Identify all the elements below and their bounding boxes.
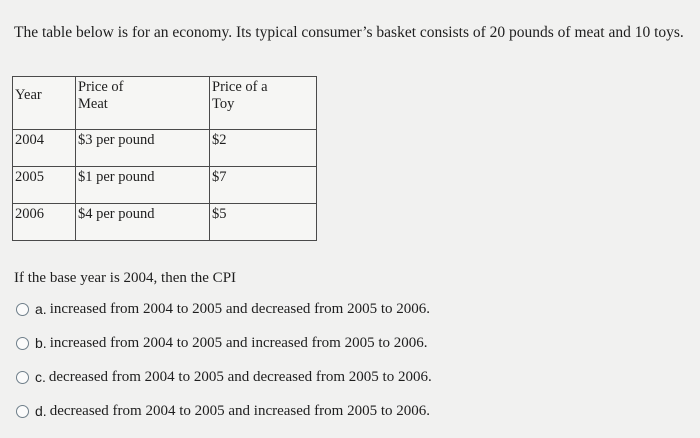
option-letter: b.	[35, 335, 47, 351]
price-table	[12, 76, 317, 241]
option-text: increased from 2004 to 2005 and decreased from 2005 to 2006.	[49, 300, 430, 317]
cell-toy-price: $7	[210, 167, 317, 204]
cell-meat-price: $1 per pound	[76, 167, 210, 204]
option-letter: d.	[35, 403, 47, 419]
header-price-meat: Price of Meat	[76, 77, 210, 130]
question-prompt: If the base year is 2004, then the CPI	[14, 270, 237, 286]
table-row	[13, 130, 317, 167]
option-b[interactable]	[16, 326, 676, 360]
option-d[interactable]	[16, 394, 676, 428]
radio-button-a[interactable]	[16, 303, 29, 316]
cell-toy-price: $2	[210, 130, 317, 167]
option-c[interactable]	[16, 360, 676, 394]
cell-year: 2006	[13, 204, 76, 241]
header-year: Year	[13, 77, 76, 130]
radio-button-c[interactable]	[16, 371, 29, 384]
option-text: decreased from 2004 to 2005 and decreased from 2005 to 2006.	[48, 368, 432, 385]
option-text: increased from 2004 to 2005 and increased from 2005 to 2006.	[49, 334, 428, 351]
option-text: decreased from 2004 to 2005 and increased from 2005 to 2006.	[49, 402, 430, 419]
table-header-row	[13, 77, 317, 130]
cell-toy-price: $5	[210, 204, 317, 241]
cell-year: 2005	[13, 167, 76, 204]
radio-button-d[interactable]	[16, 405, 29, 418]
radio-button-b[interactable]	[16, 337, 29, 350]
header-price-toy: Price of a Toy	[210, 77, 317, 130]
option-a[interactable]	[16, 292, 676, 326]
question-intro: The table below is for an economy. Its typical consumer’s basket consists of 20 pounds of meat and 10 toys.	[14, 24, 684, 41]
cell-meat-price: $4 per pound	[76, 204, 210, 241]
table-row	[13, 167, 317, 204]
cell-year: 2004	[13, 130, 76, 167]
table-row	[13, 204, 317, 241]
option-letter: c.	[35, 369, 46, 385]
cell-meat-price: $3 per pound	[76, 130, 210, 167]
answer-options	[16, 292, 676, 428]
option-letter: a.	[35, 301, 47, 317]
